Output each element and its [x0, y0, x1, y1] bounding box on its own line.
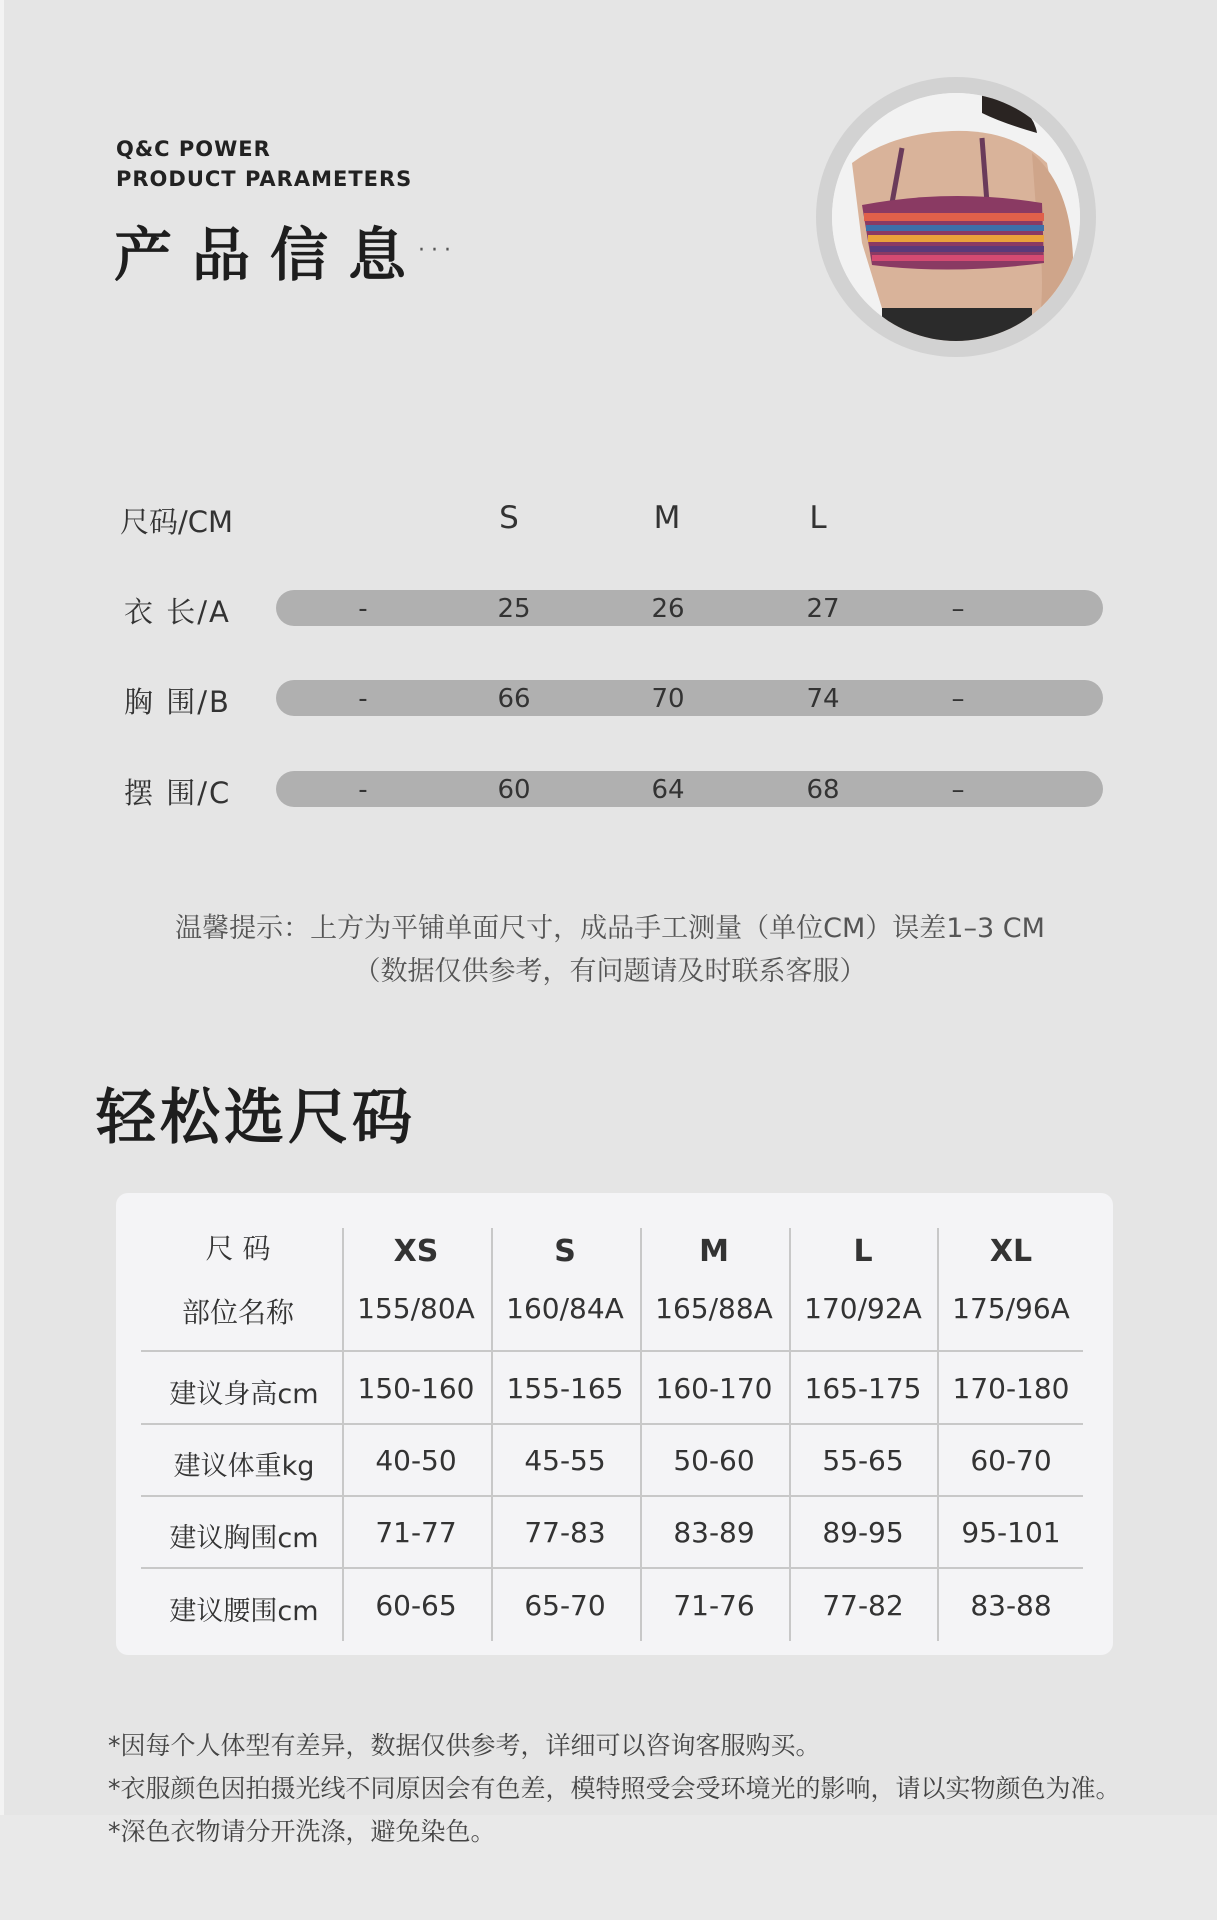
param-cell: –: [951, 684, 965, 714]
col-spec: 165/88A: [655, 1292, 773, 1325]
param-cell: 74: [806, 684, 840, 714]
param-cell: 64: [651, 775, 685, 805]
row-label-waist: 建议腰围cm: [169, 1596, 319, 1627]
tip-line-2: （数据仅供参考，有问题请及时联系客服）: [353, 956, 867, 987]
param-row-label: 摆 围/C: [124, 776, 232, 810]
table-divider: [491, 1228, 493, 1641]
table-cell: 83-89: [673, 1516, 755, 1549]
table-cell: 170-180: [952, 1372, 1070, 1405]
table-cell: 89-95: [822, 1516, 904, 1549]
table-cell: 60-70: [970, 1444, 1052, 1477]
table-divider: [141, 1567, 1083, 1569]
table-cell: 40-50: [375, 1444, 457, 1477]
section-title-size-guide: 轻松选尺码: [96, 1083, 416, 1153]
tip-line-1: 温馨提示：上方为平铺单面尺寸，成品手工测量（单位CM）误差1–3 CM: [175, 913, 1045, 944]
col-size-xs: XS: [393, 1234, 439, 1269]
param-header-label: 尺码/CM: [120, 505, 234, 539]
param-cell: 25: [497, 594, 531, 624]
page-title: 产品信息: [114, 221, 427, 289]
table-divider: [789, 1228, 791, 1641]
table-divider: [937, 1228, 939, 1641]
title-dots: ···: [418, 238, 457, 263]
table-cell: 65-70: [524, 1589, 606, 1622]
param-cell: 70: [651, 684, 685, 714]
col-spec: 170/92A: [804, 1292, 922, 1325]
table-cell: 50-60: [673, 1444, 755, 1477]
note-line-3: *深色衣物请分开洗涤，避免染色。: [108, 1817, 496, 1846]
table-cell: 95-101: [961, 1516, 1061, 1549]
table-cell: 45-55: [524, 1444, 606, 1477]
table-corner-size: 尺 码: [205, 1232, 271, 1265]
row-label-chest: 建议胸围cm: [169, 1523, 319, 1554]
param-row-label: 衣 长/A: [124, 595, 231, 629]
param-size-l: L: [809, 500, 827, 536]
col-size-xl: XL: [989, 1234, 1033, 1269]
note-line-1: *因每个人体型有差异，数据仅供参考，详细可以咨询客服购买。: [108, 1731, 821, 1760]
param-row-length: [120, 588, 1100, 628]
left-edge: [0, 0, 4, 1815]
param-cell: –: [951, 775, 965, 805]
param-cell: –: [951, 594, 965, 624]
param-cell: 68: [806, 775, 840, 805]
table-cell: 160-170: [655, 1372, 773, 1405]
brand-block: [116, 134, 412, 194]
param-row-hem: [120, 769, 1100, 809]
table-cell: 55-65: [822, 1444, 904, 1477]
table-divider: [141, 1495, 1083, 1497]
param-cell: 27: [806, 594, 840, 624]
table-cell: 150-160: [357, 1372, 475, 1405]
col-size-l: L: [853, 1234, 873, 1269]
col-size-s: S: [554, 1234, 576, 1269]
table-cell: 83-88: [970, 1589, 1052, 1622]
param-size-s: S: [499, 500, 519, 536]
param-cell: 60: [497, 775, 531, 805]
table-corner-part: 部位名称: [181, 1296, 294, 1329]
product-photo: [832, 93, 1080, 341]
brand-line-2: PRODUCT PARAMETERS: [116, 167, 413, 191]
table-cell: 77-82: [822, 1589, 904, 1622]
col-spec: 175/96A: [952, 1292, 1070, 1325]
table-divider: [141, 1423, 1083, 1425]
col-size-m: M: [699, 1234, 729, 1269]
param-cell: 26: [651, 594, 685, 624]
model-illustration: [832, 93, 1080, 341]
brand-line-1: Q&C POWER: [116, 137, 271, 161]
row-label-weight: 建议体重kg: [173, 1451, 315, 1482]
table-divider: [640, 1228, 642, 1641]
param-cell: -: [358, 594, 368, 624]
table-cell: 71-77: [375, 1516, 457, 1549]
note-line-2: *衣服颜色因拍摄光线不同原因会有色差，模特照受会受环境光的影响，请以实物颜色为准。: [108, 1774, 1121, 1803]
param-cell: 66: [497, 684, 531, 714]
col-spec: 160/84A: [506, 1292, 624, 1325]
col-spec: 155/80A: [357, 1292, 475, 1325]
param-row-chest: [120, 678, 1100, 718]
param-cell: -: [358, 775, 368, 805]
param-table-header: [120, 500, 1100, 544]
table-divider: [342, 1228, 344, 1641]
param-row-label: 胸 围/B: [124, 685, 231, 719]
table-cell: 155-165: [506, 1372, 624, 1405]
table-cell: 165-175: [804, 1372, 922, 1405]
table-cell: 60-65: [375, 1589, 457, 1622]
table-cell: 77-83: [524, 1516, 606, 1549]
table-cell: 71-76: [673, 1589, 755, 1622]
param-size-m: M: [653, 500, 681, 536]
table-divider: [141, 1350, 1083, 1352]
row-label-height: 建议身高cm: [169, 1379, 319, 1410]
param-cell: -: [358, 684, 368, 714]
